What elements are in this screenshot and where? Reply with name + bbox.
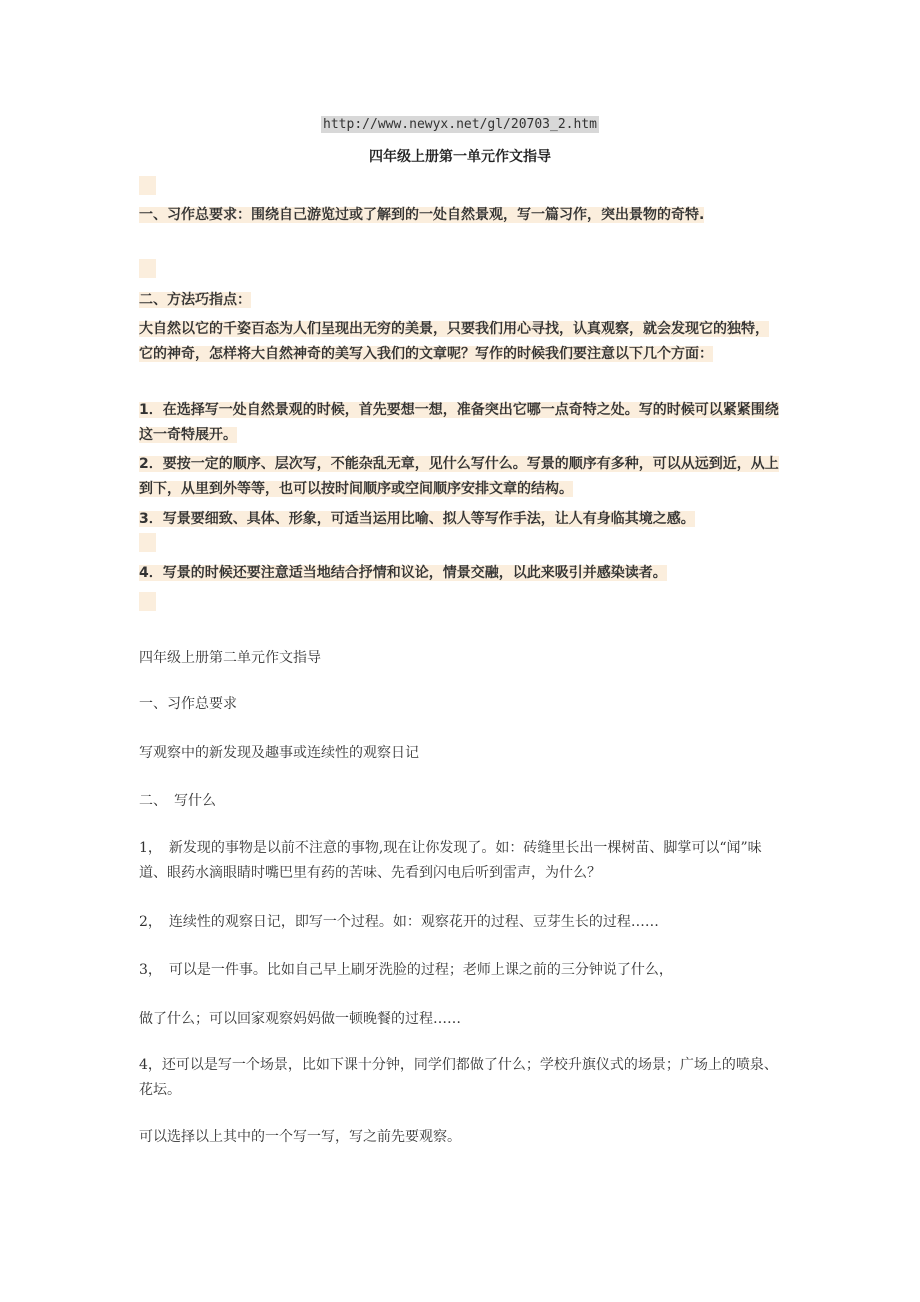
unit1-point-1: 1．在选择写一处自然景观的时候，首先要想一想，准备突出它哪一点奇特之处。写的时候可以紧紧围绕这一奇特展开。 (139, 402, 779, 443)
unit1-point-4: 4．写景的时候还要注意适当地结合抒情和议论，情景交融，以此来吸引并感染读者。 (139, 565, 667, 581)
highlight-spacer (139, 533, 156, 552)
unit2-item-3-continued: 做了什么；可以回家观察妈妈做一顿晚餐的过程…… (139, 1011, 461, 1027)
unit1-title: 四年级上册第一单元作文指导 (369, 149, 551, 165)
highlight-spacer (139, 592, 156, 611)
unit2-title: 四年级上册第二单元作文指导 (139, 650, 321, 666)
unit2-item-2: 2， 连续性的观察日记，即写一个过程。如：观察花开的过程、豆芽生长的过程…… (139, 914, 659, 930)
unit1-point-3: 3．写景要细致、具体、形象，可适当运用比喻、拟人等写作手法，让人有身临其境之感。 (139, 511, 695, 527)
highlight-spacer (139, 176, 156, 195)
unit2-item-1: 1， 新发现的事物是以前不注意的事物,现在让你发现了。如：砖缝里长出一棵树苗、脚掌可以“闻”味道、眼药水滴眼睛时嘴巴里有药的苦味、先看到闪电后听到雷声，为什么？ (139, 840, 762, 881)
unit2-closing: 可以选择以上其中的一个写一写，写之前先要观察。 (139, 1129, 461, 1145)
unit2-requirement-text: 写观察中的新发现及趣事或连续性的观察日记 (139, 745, 419, 761)
unit2-requirement-heading: 一、习作总要求 (139, 696, 237, 712)
unit2-item-3: 3， 可以是一件事。比如自己早上刷牙洗脸的过程；老师上课之前的三分钟说了什么， (139, 962, 673, 978)
unit1-intro: 大自然以它的千姿百态为人们呈现出无穷的美景，只要我们用心寻找，认真观察，就会发现它的独特，它的神奇，怎样将大自然神奇的美写入我们的文章呢？写作的时候我们要注意以下几个方面： (139, 321, 769, 362)
source-url[interactable]: http://www.newyx.net/gl/20703_2.htm (323, 117, 597, 132)
unit2-what-heading: 二、 写什么 (139, 793, 216, 809)
highlight-spacer (139, 259, 156, 278)
unit1-requirement: 一、习作总要求：围绕自己游览过或了解到的一处自然景观，写一篇习作，突出景物的奇特. (139, 207, 705, 223)
unit1-methods-heading: 二、方法巧指点： (139, 292, 251, 308)
unit1-point-2: 2．要按一定的顺序、层次写，不能杂乱无章，见什么写什么。写景的顺序有多种，可以从远到近，从上到下，从里到外等等，也可以按时间顺序或空间顺序安排文章的结构。 (139, 456, 779, 497)
unit2-item-4: 4，还可以是写一个场景，比如下课十分钟，同学们都做了什么；学校升旗仪式的场景；广场上的喷泉、花坛。 (139, 1057, 778, 1098)
